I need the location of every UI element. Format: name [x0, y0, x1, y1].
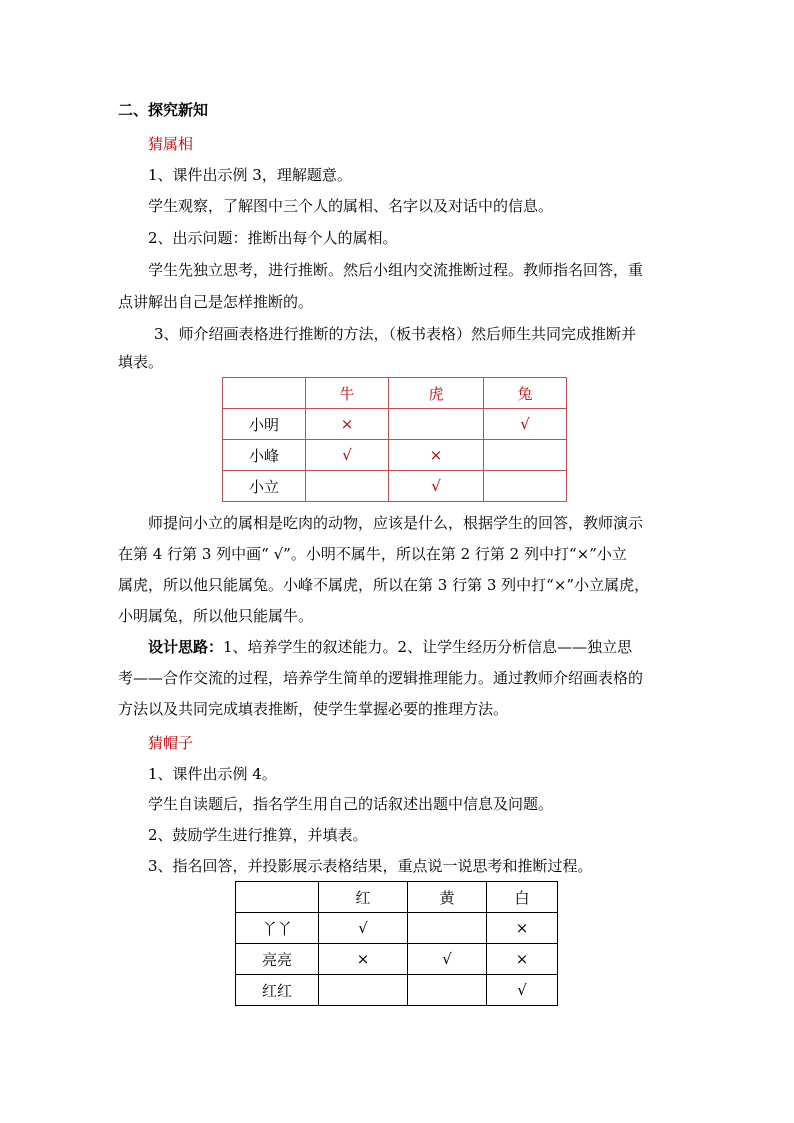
table-cell: √ [306, 440, 389, 471]
table-header-cell: 牛 [306, 378, 389, 409]
table-cell: √ [319, 913, 408, 944]
zodiac-table [222, 377, 567, 502]
paragraph-line: 在第 4 行第 3 列中画“ √”。小明不属牛，所以在第 2 行第 2 列中打“×”小立 [118, 545, 627, 563]
table-row-label: 红红 [236, 975, 319, 1006]
table-row-label: 小峰 [223, 440, 306, 471]
table-cell: × [487, 944, 558, 975]
table-cell: √ [484, 409, 567, 440]
table-cell: √ [389, 471, 484, 502]
paragraph-line: 学生先独立思考，进行推断。然后小组内交流推断过程。教师指名回答，重 [148, 261, 644, 279]
table-header-cell: 黄 [408, 882, 487, 913]
table-cell: × [389, 440, 484, 471]
table-header-cell: 白 [487, 882, 558, 913]
paragraph-line: 2、鼓励学生进行推算，并填表。 [148, 826, 368, 844]
paragraph-line: 2、出示问题：推断出每个人的属相。 [148, 229, 398, 247]
table-cell: √ [408, 944, 487, 975]
table-row [236, 913, 558, 944]
section-heading: 二、探究新知 [118, 101, 209, 119]
paragraph-line: 1、课件出示例 3，理解题意。 [148, 166, 352, 184]
paragraph-line: 3、指名回答，并投影展示表格结果，重点说一说思考和推断过程。 [148, 857, 593, 875]
table-cell [389, 409, 484, 440]
table-cell [484, 440, 567, 471]
paragraph-line: 填表。 [118, 353, 164, 371]
table-row-label: 丫丫 [236, 913, 319, 944]
paragraph-line: 方法以及共同完成填表推断，使学生掌握必要的推理方法。 [118, 700, 509, 718]
table-cell [306, 471, 389, 502]
paragraph-line: 学生自读题后，指名学生用自己的话叙述出题中信息及问题。 [148, 795, 554, 813]
table-cell [408, 913, 487, 944]
paragraph-line: 属虎，所以他只能属兔。小峰不属虎，所以在第 3 行第 3 列中打“×”小立属虎， [118, 576, 650, 594]
table-row [236, 944, 558, 975]
table-header-cell: 红 [319, 882, 408, 913]
part1-title: 猜属相 [148, 135, 194, 153]
table-row [223, 471, 567, 502]
table-cell: × [306, 409, 389, 440]
table-row [223, 440, 567, 471]
table-row-label: 小立 [223, 471, 306, 502]
part2-title: 猜帽子 [148, 734, 194, 752]
table-row-label: 亮亮 [236, 944, 319, 975]
design-label: 设计思路： [148, 638, 224, 656]
design-line [148, 637, 632, 657]
table-row [236, 975, 558, 1006]
table-corner-cell [236, 882, 319, 913]
paragraph-line: 1、课件出示例 4。 [148, 765, 277, 783]
table-cell: × [487, 913, 558, 944]
table-header-row [236, 882, 558, 913]
hat-table [235, 881, 558, 1006]
paragraph-line: 考——合作交流的过程，培养学生简单的逻辑推理能力。通过教师介绍画表格的 [118, 669, 644, 687]
design-text: 1、培养学生的叙述能力。2、让学生经历分析信息——独立思 [223, 638, 633, 656]
table-corner-cell [223, 378, 306, 409]
table-header-cell: 虎 [389, 378, 484, 409]
table-cell [408, 975, 487, 1006]
table-cell: × [319, 944, 408, 975]
paragraph-line: 师提问小立的属相是吃肉的动物，应该是什么，根据学生的回答，教师演示 [148, 514, 644, 532]
paragraph-line: 小明属兔，所以他只能属牛。 [118, 607, 314, 625]
table-cell [319, 975, 408, 1006]
table-row [223, 409, 567, 440]
paragraph-line: 学生观察，了解图中三个人的属相、名字以及对话中的信息。 [148, 197, 554, 215]
paragraph-line: 点讲解出自己是怎样推断的。 [118, 293, 314, 311]
table-header-row [223, 378, 567, 409]
table-header-cell: 兔 [484, 378, 567, 409]
table-row-label: 小明 [223, 409, 306, 440]
table-cell [484, 471, 567, 502]
paragraph-line: 3、师介绍画表格进行推断的方法，（板书表格）然后师生共同完成推断并 [154, 325, 637, 343]
table-cell: √ [487, 975, 558, 1006]
